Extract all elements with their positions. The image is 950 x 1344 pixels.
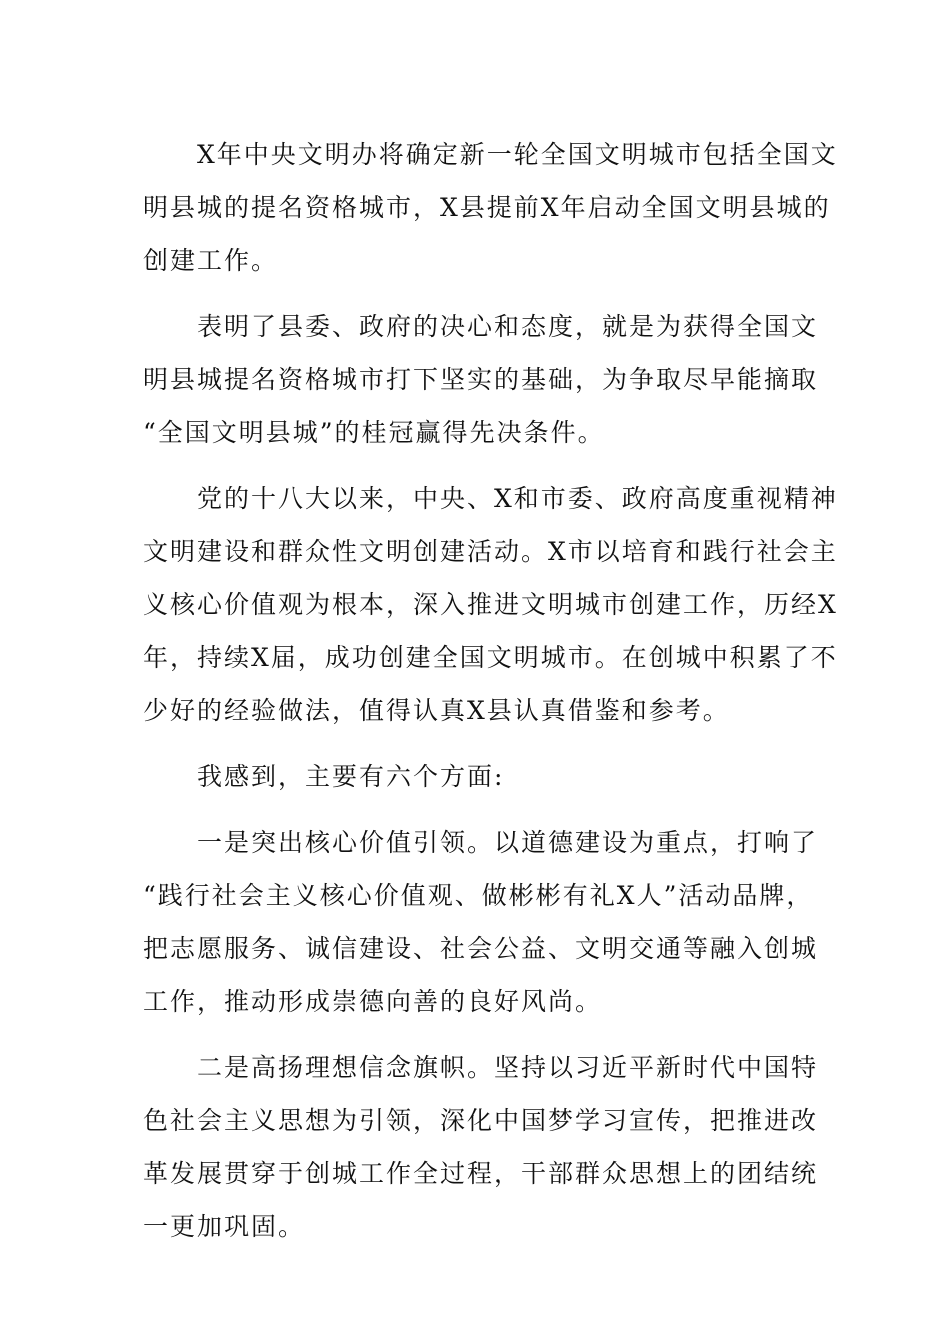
paragraph-1 [143,128,838,287]
paragraph-line: 明县城的提名资格城市，X县提前X年启动全国文明县城的 [143,193,831,222]
paragraph-3 [143,472,838,737]
paragraph-2 [143,300,819,459]
paragraph-line: 义核心价值观为根本，深入推进文明城市创建工作，历经X [143,590,838,619]
paragraph-4 [143,750,811,803]
paragraph-line: 工作，推动形成崇德向善的良好风尚。 [143,987,603,1016]
paragraph-line: 革发展贯穿于创城工作全过程，干部群众思想上的团结统 [143,1159,819,1188]
paragraph-line: 色社会主义思想为引领，深化中国梦学习宣传，把推进改 [143,1106,819,1135]
paragraph-line: 明县城提名资格城市打下坚实的基础，为争取尽早能摘取 [143,365,819,394]
paragraph-line: 少好的经验做法，值得认真X县认真借鉴和参考。 [143,696,730,725]
paragraph-line: 我感到，主要有六个方面: [197,762,505,791]
paragraph-line: X年中央文明办将确定新一轮全国文明城市包括全国文 [197,140,838,169]
document-body [143,128,838,1266]
paragraph-line: 文明建设和群众性文明创建活动。X市以培育和践行社会主 [143,537,838,566]
paragraph-line: 一更加巩固。 [143,1212,306,1241]
paragraph-line: 二是高扬理想信念旗帜。坚持以习近平新时代中国特 [197,1053,819,1082]
paragraph-line: 党的十八大以来，中央、X和市委、政府高度重视精神 [197,484,838,513]
paragraph-line: “践行社会主义核心价值观、做彬彬有礼X人”活动品牌， [143,881,814,910]
paragraph-line: 一是突出核心价值引领。以道德建设为重点，打响了 [197,828,819,857]
paragraph-5 [143,816,819,1028]
paragraph-line: 表明了县委、政府的决心和态度，就是为获得全国文 [197,312,819,341]
paragraph-line: 把志愿服务、诚信建设、社会公益、文明交通等融入创城 [143,934,819,963]
paragraph-line: “全国文明县城”的桂冠赢得先决条件。 [143,418,605,447]
paragraph-6 [143,1041,819,1253]
paragraph-line: 年，持续X届，成功创建全国文明城市。在创城中积累了不 [143,643,838,672]
paragraph-line: 创建工作。 [143,246,279,275]
